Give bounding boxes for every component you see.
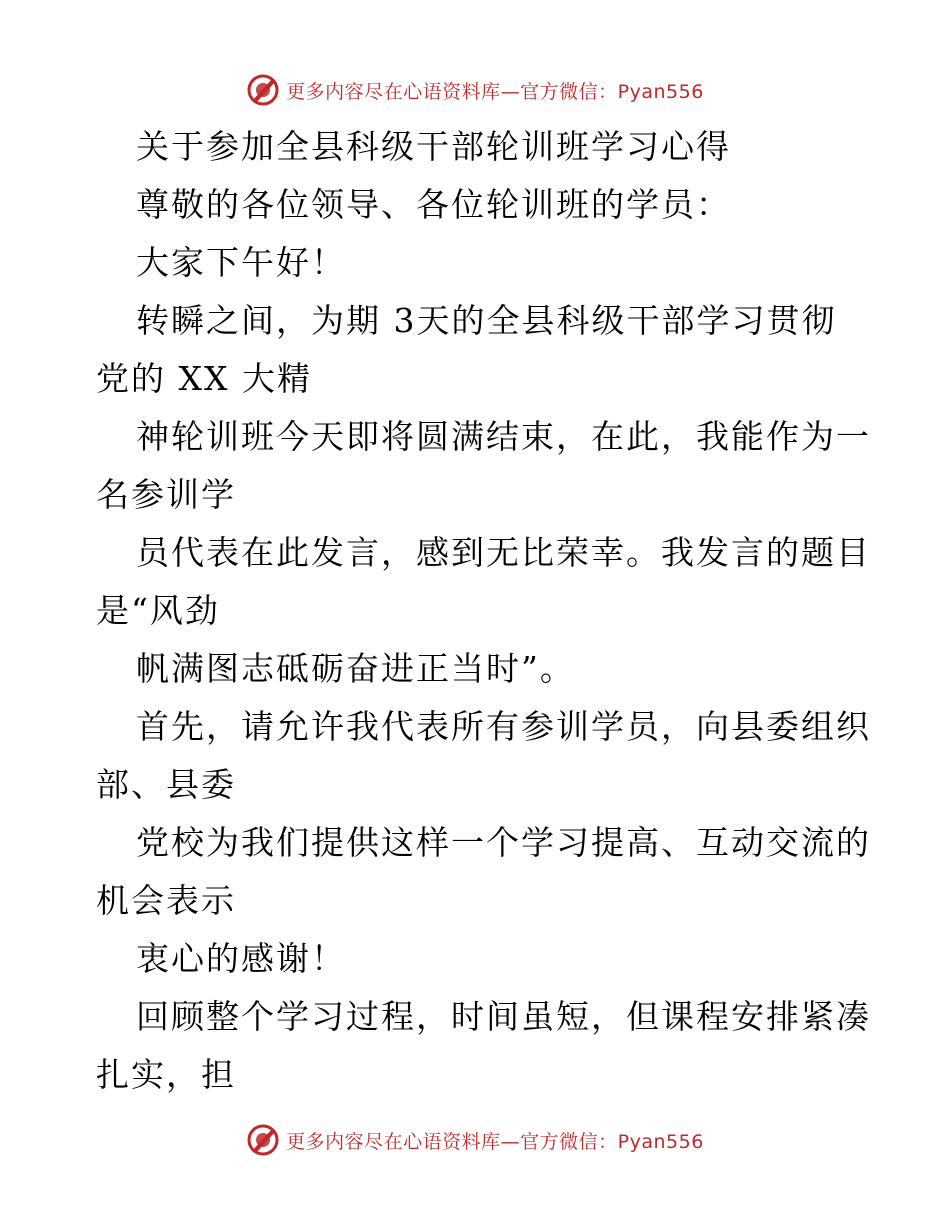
- text-line: 扎实，担: [96, 1055, 236, 1094]
- text-line: 首先，请允许我代表所有参训学员，向县委组织: [136, 707, 871, 746]
- quill-logo-icon: [246, 1123, 280, 1157]
- quill-logo-icon: [246, 73, 280, 107]
- text-line: 大家下午好！: [136, 243, 346, 282]
- text-line: 衷心的感谢！: [136, 939, 346, 978]
- watermark-text: 更多内容尽在心语资料库—官方微信：Pyan556: [286, 80, 704, 103]
- footer-watermark: [0, 1120, 950, 1160]
- text-line: 党的 XX 大精: [96, 359, 312, 398]
- text-line: 尊敬的各位领导、各位轮训班的学员：: [136, 185, 731, 224]
- text-line: 关于参加全县科级干部轮训班学习心得: [136, 127, 731, 166]
- text-line: 名参训学: [96, 475, 236, 514]
- watermark-text: 更多内容尽在心语资料库—官方微信：Pyan556: [286, 1130, 704, 1153]
- header-watermark: [0, 70, 950, 110]
- text-line: 帆满图志砥砺奋进正当时”。: [136, 649, 575, 688]
- document-body: [96, 118, 871, 1104]
- text-line: 神轮训班今天即将圆满结束，在此，我能作为一: [136, 417, 871, 456]
- text-line: 党校为我们提供这样一个学习提高、互动交流的: [136, 823, 871, 862]
- text-line: 回顾整个学习过程，时间虽短，但课程安排紧凑: [136, 997, 871, 1036]
- text-line: 员代表在此发言，感到无比荣幸。我发言的题目: [136, 533, 871, 572]
- text-line: 是“风劲: [96, 591, 220, 630]
- text-line: 部、县委: [96, 765, 236, 804]
- text-line: 转瞬之间，为期 3天的全县科级干部学习贯彻: [136, 301, 837, 340]
- text-line: 机会表示: [96, 881, 236, 920]
